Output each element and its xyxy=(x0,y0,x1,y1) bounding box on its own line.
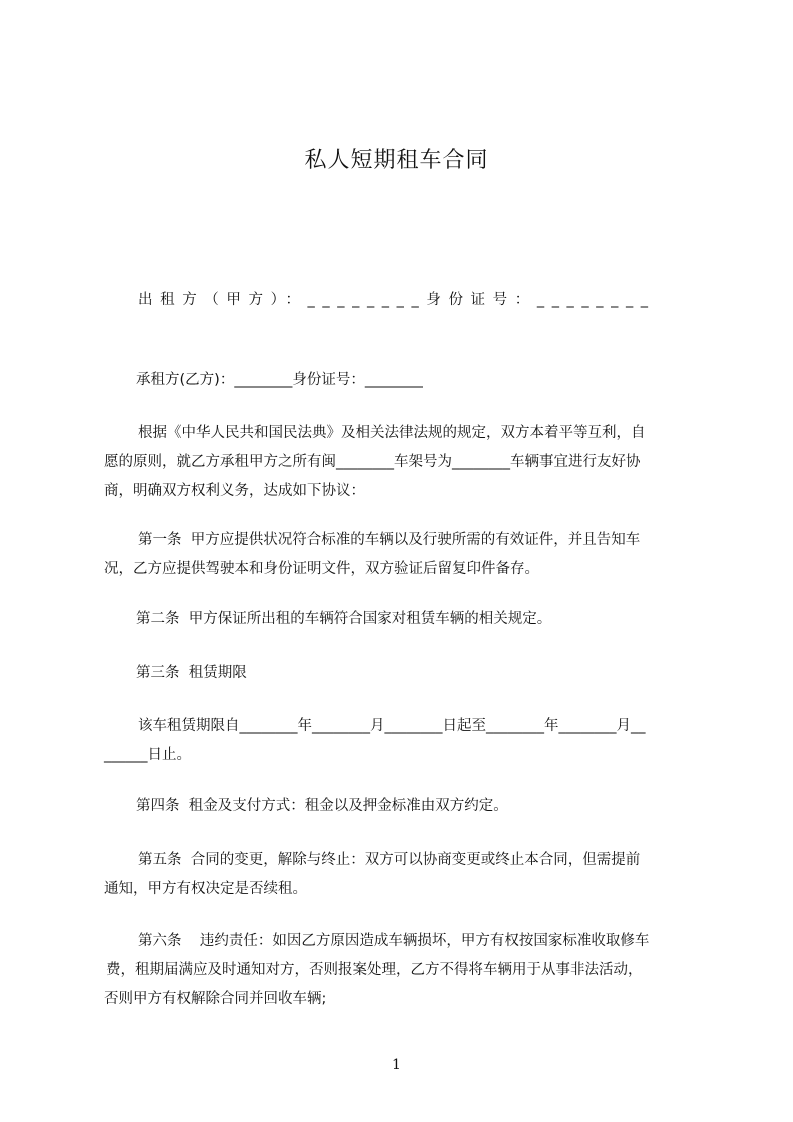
lessor-line: 出租方（甲方）：________身份证号：________ xyxy=(138,292,656,308)
article-6-line: 否则甲方有权解除合同并回收车辆; xyxy=(104,991,327,1007)
article-5-line: 通知，甲方有权决定是否续租。 xyxy=(104,881,307,897)
article-3-heading: 第三条 租赁期限 xyxy=(136,665,247,681)
page-number: 1 xyxy=(392,1057,401,1073)
lessee-line: 承租方(乙方)：________身份证号：________ xyxy=(136,372,423,388)
article-1-line: 第一条 甲方应提供状况符合标准的车辆以及行驶所需的有效证件，并且告知车 xyxy=(138,532,641,548)
intro-line: 商，明确双方权利义务，达成如下协议： xyxy=(104,483,365,499)
contract-title: 私人短期租车合同 xyxy=(304,148,489,173)
rental-term-line: 该车租赁期限自________年________月________日起至________年________月__ xyxy=(138,718,646,734)
article-4: 第四条 租金及支付方式：租金以及押金标准由双方约定。 xyxy=(136,798,508,814)
article-6-line: 第六条 违约责任：如因乙方原因造成车辆损坏，甲方有权按国家标准收取修车 xyxy=(138,933,650,949)
article-1-line: 况，乙方应提供驾驶本和身份证明文件，双方验证后留复印件备存。 xyxy=(104,561,539,577)
article-5-line: 第五条 合同的变更，解除与终止：双方可以协商变更或终止本合同，但需提前 xyxy=(138,852,641,868)
article-6-line: 费，租期届满应及时通知对方，否则报案处理，乙方不得将车辆用于从事非法活动， xyxy=(106,962,643,978)
rental-term-line: ______日止。 xyxy=(104,747,191,763)
intro-line: 愿的原则，就乙方承租甲方之所有闽________车架号为________车辆事宜进行友好协 xyxy=(104,454,641,470)
article-2: 第二条 甲方保证所出租的车辆符合国家对租赁车辆的相关规定。 xyxy=(136,611,552,627)
intro-line: 根据《中华人民共和国民法典》及相关法律法规的规定，双方本着平等互利，自 xyxy=(138,425,646,441)
